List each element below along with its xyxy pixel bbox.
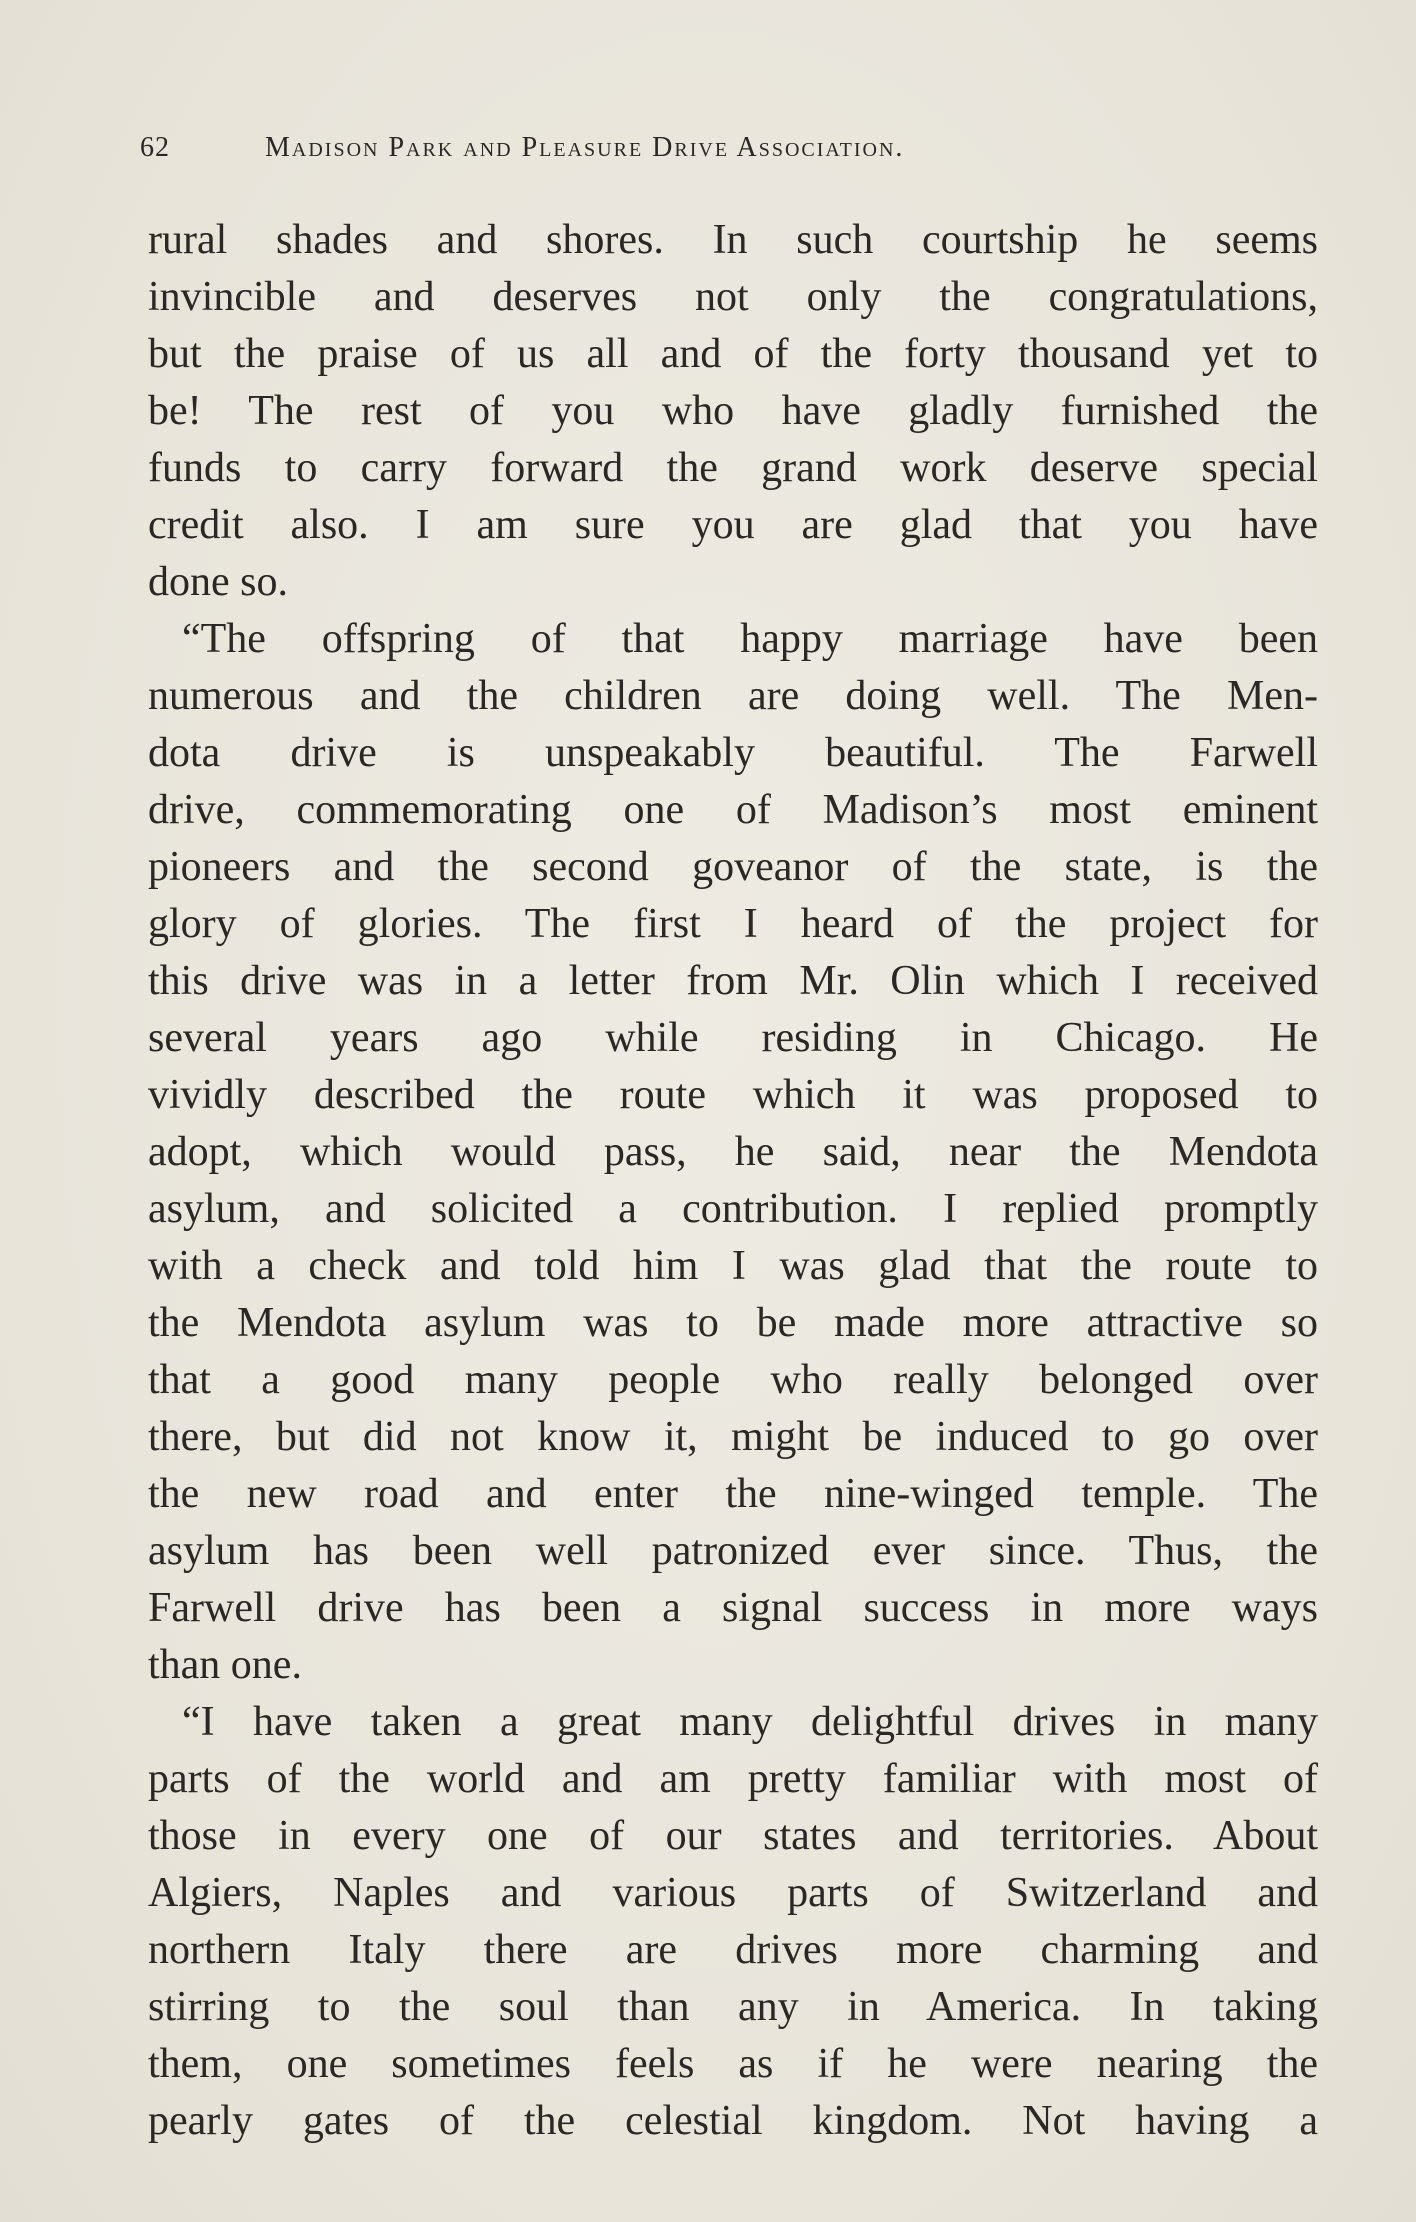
text-line: pioneers and the second goveanor of the state, is the xyxy=(148,844,1318,890)
running-title: Madison Park and Pleasure Drive Association. xyxy=(265,132,905,163)
text-line: than one. xyxy=(148,1642,302,1688)
text-line: drive, commemorating one of Madison’s most eminent xyxy=(148,787,1318,833)
text-line: with a check and told him I was glad that the route to xyxy=(148,1243,1318,1289)
text-line: done so. xyxy=(148,559,288,605)
text-line: funds to carry forward the grand work deserve special xyxy=(148,445,1318,491)
text-line: the Mendota asylum was to be made more attractive so xyxy=(148,1300,1318,1346)
text-line: adopt, which would pass, he said, near the Mendota xyxy=(148,1129,1318,1175)
text-line: those in every one of our states and territories. About xyxy=(148,1813,1318,1859)
text-line: “I have taken a great many delightful drives in many xyxy=(182,1699,1318,1745)
text-line: asylum, and solicited a contribution. I replied promptly xyxy=(148,1186,1318,1232)
text-line: parts of the world and am pretty familiar with most of xyxy=(148,1756,1318,1802)
text-line: “The offspring of that happy marriage have been xyxy=(182,616,1318,662)
body-text xyxy=(148,212,1318,2150)
text-line: northern Italy there are drives more charming and xyxy=(148,1927,1318,1973)
text-line: invincible and deserves not only the congratulations, xyxy=(148,274,1318,320)
text-line: several years ago while residing in Chicago. He xyxy=(148,1015,1318,1061)
text-line: numerous and the children are doing well. The Men- xyxy=(148,673,1318,719)
text-line: rural shades and shores. In such courtship he seems xyxy=(148,217,1318,263)
text-line: Farwell drive has been a signal success in more ways xyxy=(148,1585,1318,1631)
running-head xyxy=(140,132,1320,172)
text-line: them, one sometimes feels as if he were nearing the xyxy=(148,2041,1318,2087)
text-line: glory of glories. The first I heard of the project for xyxy=(148,901,1318,947)
text-line: this drive was in a letter from Mr. Olin which I received xyxy=(148,958,1318,1004)
text-line: be! The rest of you who have gladly furnished the xyxy=(148,388,1318,434)
text-line: dota drive is unspeakably beautiful. The Farwell xyxy=(148,730,1318,776)
text-line: asylum has been well patronized ever since. Thus, the xyxy=(148,1528,1318,1574)
text-line: vividly described the route which it was proposed to xyxy=(148,1072,1318,1118)
text-line: that a good many people who really belonged over xyxy=(148,1357,1318,1403)
text-line: Algiers, Naples and various parts of Switzerland and xyxy=(148,1870,1318,1916)
text-line: but the praise of us all and of the forty thousand yet to xyxy=(148,331,1318,377)
text-line: pearly gates of the celestial kingdom. Not having a xyxy=(148,2098,1318,2144)
text-line: stirring to the soul than any in America. In taking xyxy=(148,1984,1318,2030)
text-line: there, but did not know it, might be induced to go over xyxy=(148,1414,1318,1460)
page-number: 62 xyxy=(140,132,170,163)
text-line: credit also. I am sure you are glad that you have xyxy=(148,502,1318,548)
text-line: the new road and enter the nine-winged temple. The xyxy=(148,1471,1318,1517)
